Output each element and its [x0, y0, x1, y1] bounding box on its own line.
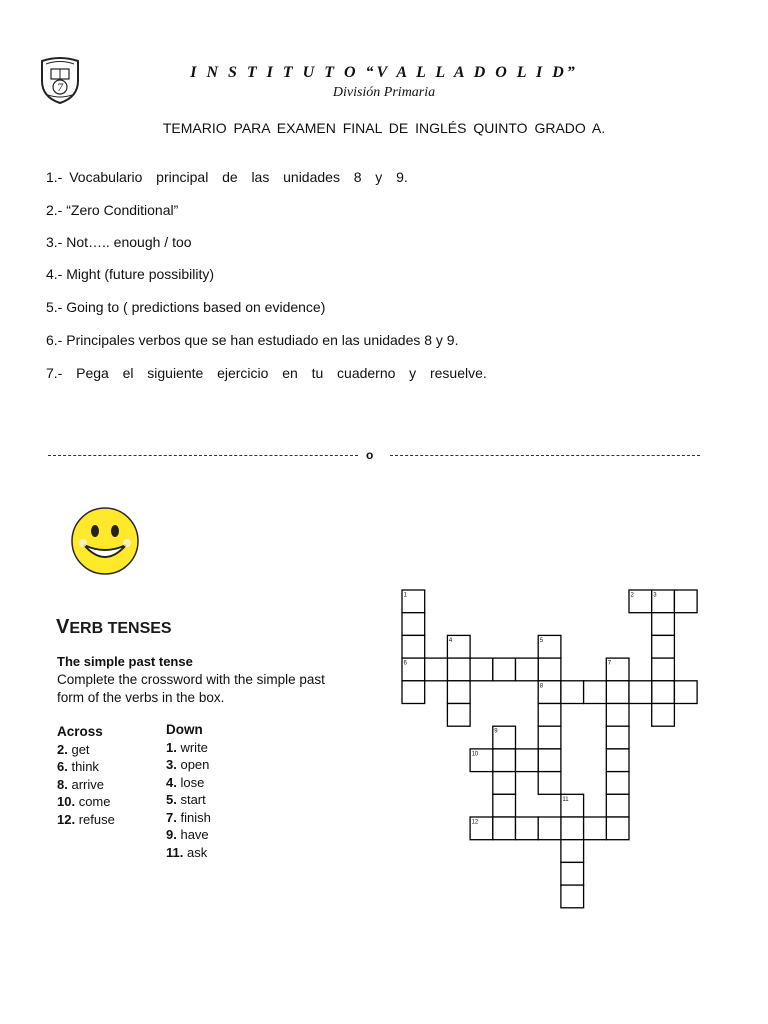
crossword-cell[interactable]	[606, 704, 629, 727]
crossword-cell[interactable]	[425, 658, 448, 681]
division-label: División Primaria	[332, 85, 436, 100]
clue-number: 1.	[166, 739, 177, 755]
exercise-title-cap: V	[56, 616, 70, 638]
clue-item	[57, 793, 115, 811]
crossword-cell[interactable]	[561, 681, 584, 704]
crossword-cell[interactable]	[674, 590, 697, 613]
clue-item	[166, 791, 211, 809]
down-clues	[166, 721, 211, 861]
exercise-title	[56, 616, 172, 639]
clue-word: have	[180, 827, 209, 842]
crossword-cell[interactable]	[629, 681, 652, 704]
clue-word: arrive	[71, 776, 104, 792]
separator-line-left	[48, 455, 358, 456]
separator-line-right	[390, 455, 700, 456]
crossword-number: 9	[494, 728, 498, 735]
clue-word: start	[180, 792, 206, 807]
clue-number: 11.	[166, 844, 184, 860]
clue-item	[57, 811, 115, 829]
crossword-cell[interactable]	[606, 681, 629, 704]
crossword-cell[interactable]	[561, 862, 584, 885]
crossword-cell[interactable]	[652, 635, 675, 658]
crossword-cell[interactable]	[584, 817, 607, 840]
clue-word: come	[78, 794, 111, 809]
clue-item	[166, 844, 211, 862]
crossword-cell[interactable]	[606, 772, 629, 795]
crossword-cell[interactable]	[584, 681, 607, 704]
down-heading: Down	[166, 722, 203, 737]
crossword-cell[interactable]	[538, 749, 561, 772]
clue-word: think	[71, 759, 99, 774]
clue-item	[166, 809, 211, 827]
clue-number: 3.	[166, 757, 177, 772]
clue-word: get	[71, 741, 90, 757]
crossword-cell[interactable]	[561, 817, 584, 840]
smiley-face-icon	[69, 505, 141, 577]
crossword-cell[interactable]	[652, 613, 675, 636]
crossword-cell[interactable]	[606, 749, 629, 772]
clue-item	[166, 739, 211, 757]
crossword-cell[interactable]	[652, 658, 675, 681]
crossword-number: 1	[403, 592, 407, 599]
exercise-subtitle: The simple past tense	[57, 654, 193, 669]
crossword-cell[interactable]	[402, 635, 425, 658]
crossword-cell[interactable]	[447, 658, 470, 681]
crossword-number: 5	[539, 637, 544, 644]
clue-number: 8.	[57, 776, 68, 792]
crossword-cell[interactable]	[493, 794, 516, 817]
crossword-cell[interactable]	[606, 817, 629, 840]
crossword-cell[interactable]	[493, 749, 516, 772]
clue-word: finish	[180, 809, 211, 825]
crossword-number: 8	[539, 683, 544, 690]
crossword-cell[interactable]	[516, 658, 539, 681]
clue-item	[57, 758, 115, 776]
topic-item-5: 5.- Going to ( predictions based on evidence)	[46, 299, 326, 315]
crossword-cell[interactable]	[561, 885, 584, 908]
crossword-cell[interactable]	[516, 817, 539, 840]
clue-item	[166, 756, 211, 774]
crossword-cell[interactable]	[402, 681, 425, 704]
crossword-cell[interactable]	[561, 840, 584, 863]
clue-number: 5.	[166, 792, 177, 807]
topic-item-1: 1.- Vocabulario principal de las unidades 8 y 9.	[46, 169, 408, 185]
exercise-instructions: Complete the crossword with the simple past form of the verbs in the box.	[57, 672, 325, 705]
topic-item-4: 4.- Might (future possibility)	[46, 266, 215, 282]
clue-word: lose	[180, 774, 205, 790]
clue-item	[57, 776, 115, 794]
crossword-number: 12	[471, 819, 479, 826]
clue-word: refuse	[78, 811, 115, 827]
across-clues	[57, 723, 115, 828]
crossword-cell[interactable]	[538, 772, 561, 795]
topic-item-2: 2.- “Zero Conditional”	[46, 202, 179, 218]
crossword-grid	[380, 585, 720, 915]
crossword-number: 10	[471, 751, 479, 758]
clue-item	[166, 774, 211, 792]
crossword-cell[interactable]	[516, 749, 539, 772]
crossword-cell[interactable]	[538, 658, 561, 681]
crossword-cell[interactable]	[606, 794, 629, 817]
clue-word: write	[180, 739, 208, 755]
crossword-number: 11	[562, 796, 569, 803]
crossword-cell[interactable]	[674, 681, 697, 704]
crossword-number: 3	[653, 592, 657, 599]
crossword-cell[interactable]	[493, 658, 516, 681]
clue-item	[166, 826, 211, 844]
clue-number: 12.	[57, 811, 76, 827]
clue-item	[57, 741, 115, 759]
exercise-title-rest: ERB TENSES	[69, 620, 172, 637]
clue-number: 6.	[57, 759, 68, 774]
crossword-cell[interactable]	[538, 704, 561, 727]
svg-text:7: 7	[57, 83, 64, 94]
school-name: I N S T I T U T O “V A L L A D O L I D”	[190, 64, 578, 81]
crossword-cell[interactable]	[538, 817, 561, 840]
crossword-cell[interactable]	[402, 613, 425, 636]
separator-mark: o	[366, 448, 374, 462]
clue-word: ask	[186, 844, 208, 860]
topic-item-7: 7.- Pega el siguiente ejercicio en tu cuaderno y resuelve.	[46, 365, 487, 381]
crossword-cell[interactable]	[493, 817, 516, 840]
clue-number: 7.	[166, 809, 177, 825]
clue-number: 10.	[57, 794, 76, 809]
crossword-cell[interactable]	[652, 704, 675, 727]
clue-number: 4.	[166, 774, 177, 790]
topic-item-3: 3.- Not….. enough / too	[46, 234, 192, 250]
clue-number: 2.	[57, 741, 68, 757]
crossword-cell[interactable]	[447, 681, 470, 704]
crossword-cell[interactable]	[606, 726, 629, 749]
crossword-number: 6	[403, 660, 407, 667]
crossword-cell[interactable]	[493, 772, 516, 795]
crossword-number: 7	[607, 660, 612, 667]
crossword-cell[interactable]	[652, 681, 675, 704]
crossword-cell[interactable]	[470, 658, 493, 681]
clue-number: 9.	[166, 827, 177, 842]
crossword-cell[interactable]	[538, 726, 561, 749]
across-heading: Across	[57, 724, 103, 739]
clue-word: open	[180, 757, 210, 772]
exam-title: TEMARIO PARA EXAMEN FINAL DE INGLÉS QUINTO GRADO A.	[162, 120, 606, 136]
crossword-number: 2	[630, 592, 634, 599]
crossword-number: 4	[448, 637, 453, 644]
crossword-cell[interactable]	[447, 704, 470, 727]
topic-item-6: 6.- Principales verbos que se han estudiado en las unidades 8 y 9.	[46, 332, 459, 348]
